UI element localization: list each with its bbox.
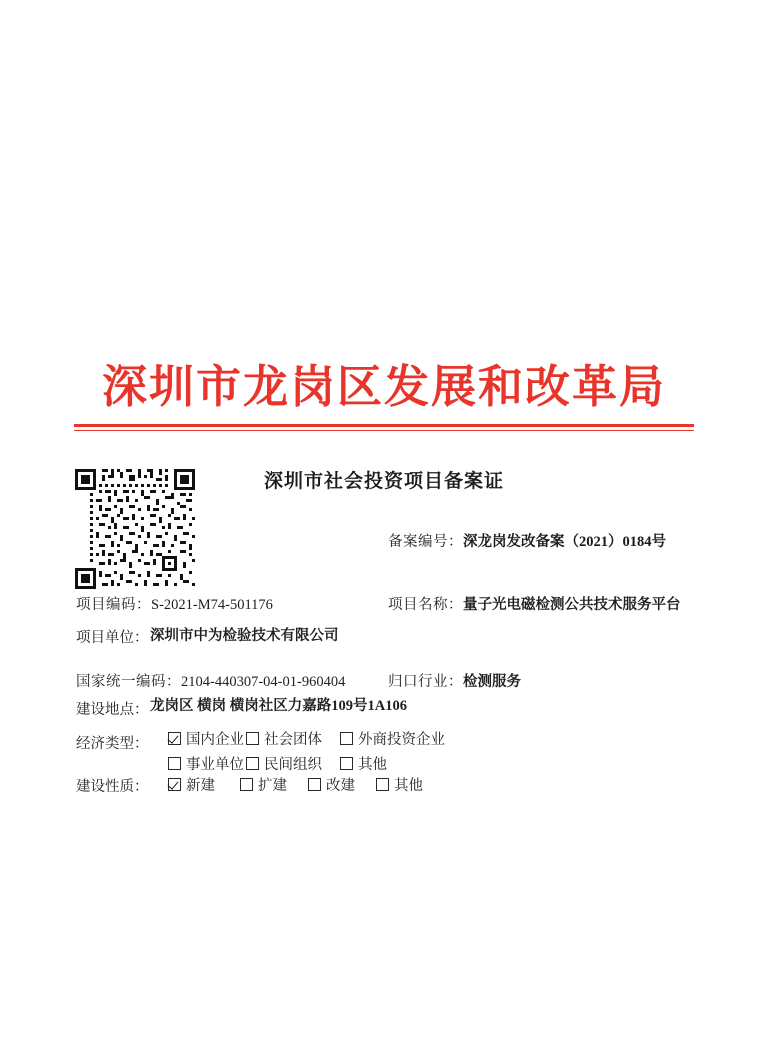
project-code-label: 项目编码： [76,597,151,613]
address-value: 龙岗区 横岗 横岗社区力嘉路109号1A106 [150,698,407,714]
industry-label: 归口行业： [388,674,463,690]
checkbox-icon[interactable] [340,757,353,770]
construction-option-label: 其他 [394,777,423,794]
economic-type-row-1 [168,728,460,748]
checkbox-icon[interactable] [246,732,259,745]
checkbox-icon[interactable] [168,778,181,791]
construction-option-new[interactable] [168,774,240,795]
record-number-value: 深龙岗发改备案（2021）0184号 [463,534,666,550]
economic-option-public-institution[interactable] [168,753,246,774]
construction-option-label: 新建 [186,777,215,794]
construction-nature-row [168,774,445,794]
page-title: 深圳市龙岗区发展和改革局 [101,360,666,413]
checkbox-icon[interactable] [240,778,253,791]
project-unit-value: 深圳市中为检验技术有限公司 [150,628,339,644]
economic-type-row-2 [168,753,460,773]
document-subtitle: 深圳市社会投资项目备案证 [263,471,504,492]
economic-option-other[interactable] [340,753,460,774]
economic-option-social-group[interactable] [246,728,340,749]
construction-option-expansion[interactable] [240,774,308,795]
economic-option-label: 外商投资企业 [358,731,445,748]
checkbox-icon[interactable] [168,732,181,745]
project-name-value: 量子光电磁检测公共技术服务平台 [463,597,681,613]
construction-option-renovation[interactable] [308,774,376,795]
project-code-row [76,593,273,614]
economic-option-domestic-enterprise[interactable] [168,728,246,749]
industry-value: 检测服务 [463,674,521,690]
divider-thin [74,430,694,431]
checkbox-icon[interactable] [246,757,259,770]
address-label: 建设地点： [76,702,149,718]
construction-option-label: 改建 [326,777,355,794]
project-name-label: 项目名称： [388,597,463,613]
project-name-row [388,593,681,614]
construction-option-other[interactable] [376,774,423,795]
title-divider [74,424,694,431]
economic-type-options [168,728,460,773]
economic-option-label: 社会团体 [264,731,322,748]
economic-type-label: 经济类型： [76,736,149,752]
industry-row [388,670,521,691]
project-unit-label: 项目单位： [76,630,149,646]
construction-nature-options [168,774,445,794]
economic-option-foreign-invested[interactable] [340,728,460,749]
national-code-label: 国家统一编码： [76,674,181,690]
economic-option-label: 国内企业 [186,731,244,748]
divider-thick [74,424,694,427]
checkbox-icon[interactable] [340,732,353,745]
national-code-row [76,670,345,691]
construction-nature-label: 建设性质： [76,779,149,795]
checkbox-icon[interactable] [168,757,181,770]
construction-option-label: 扩建 [258,777,287,794]
national-code-value: 2104-440307-04-01-960404 [181,674,346,690]
checkbox-icon[interactable] [376,778,389,791]
record-number [388,530,666,551]
project-code-value: S-2021-M74-501176 [151,597,273,613]
economic-option-label: 事业单位 [186,756,244,773]
economic-option-civil-organization[interactable] [246,753,340,774]
record-number-label: 备案编号： [388,534,463,550]
economic-option-label: 其他 [358,756,387,773]
qr-code-icon [72,466,198,592]
economic-option-label: 民间组织 [264,756,322,773]
checkbox-icon[interactable] [308,778,321,791]
